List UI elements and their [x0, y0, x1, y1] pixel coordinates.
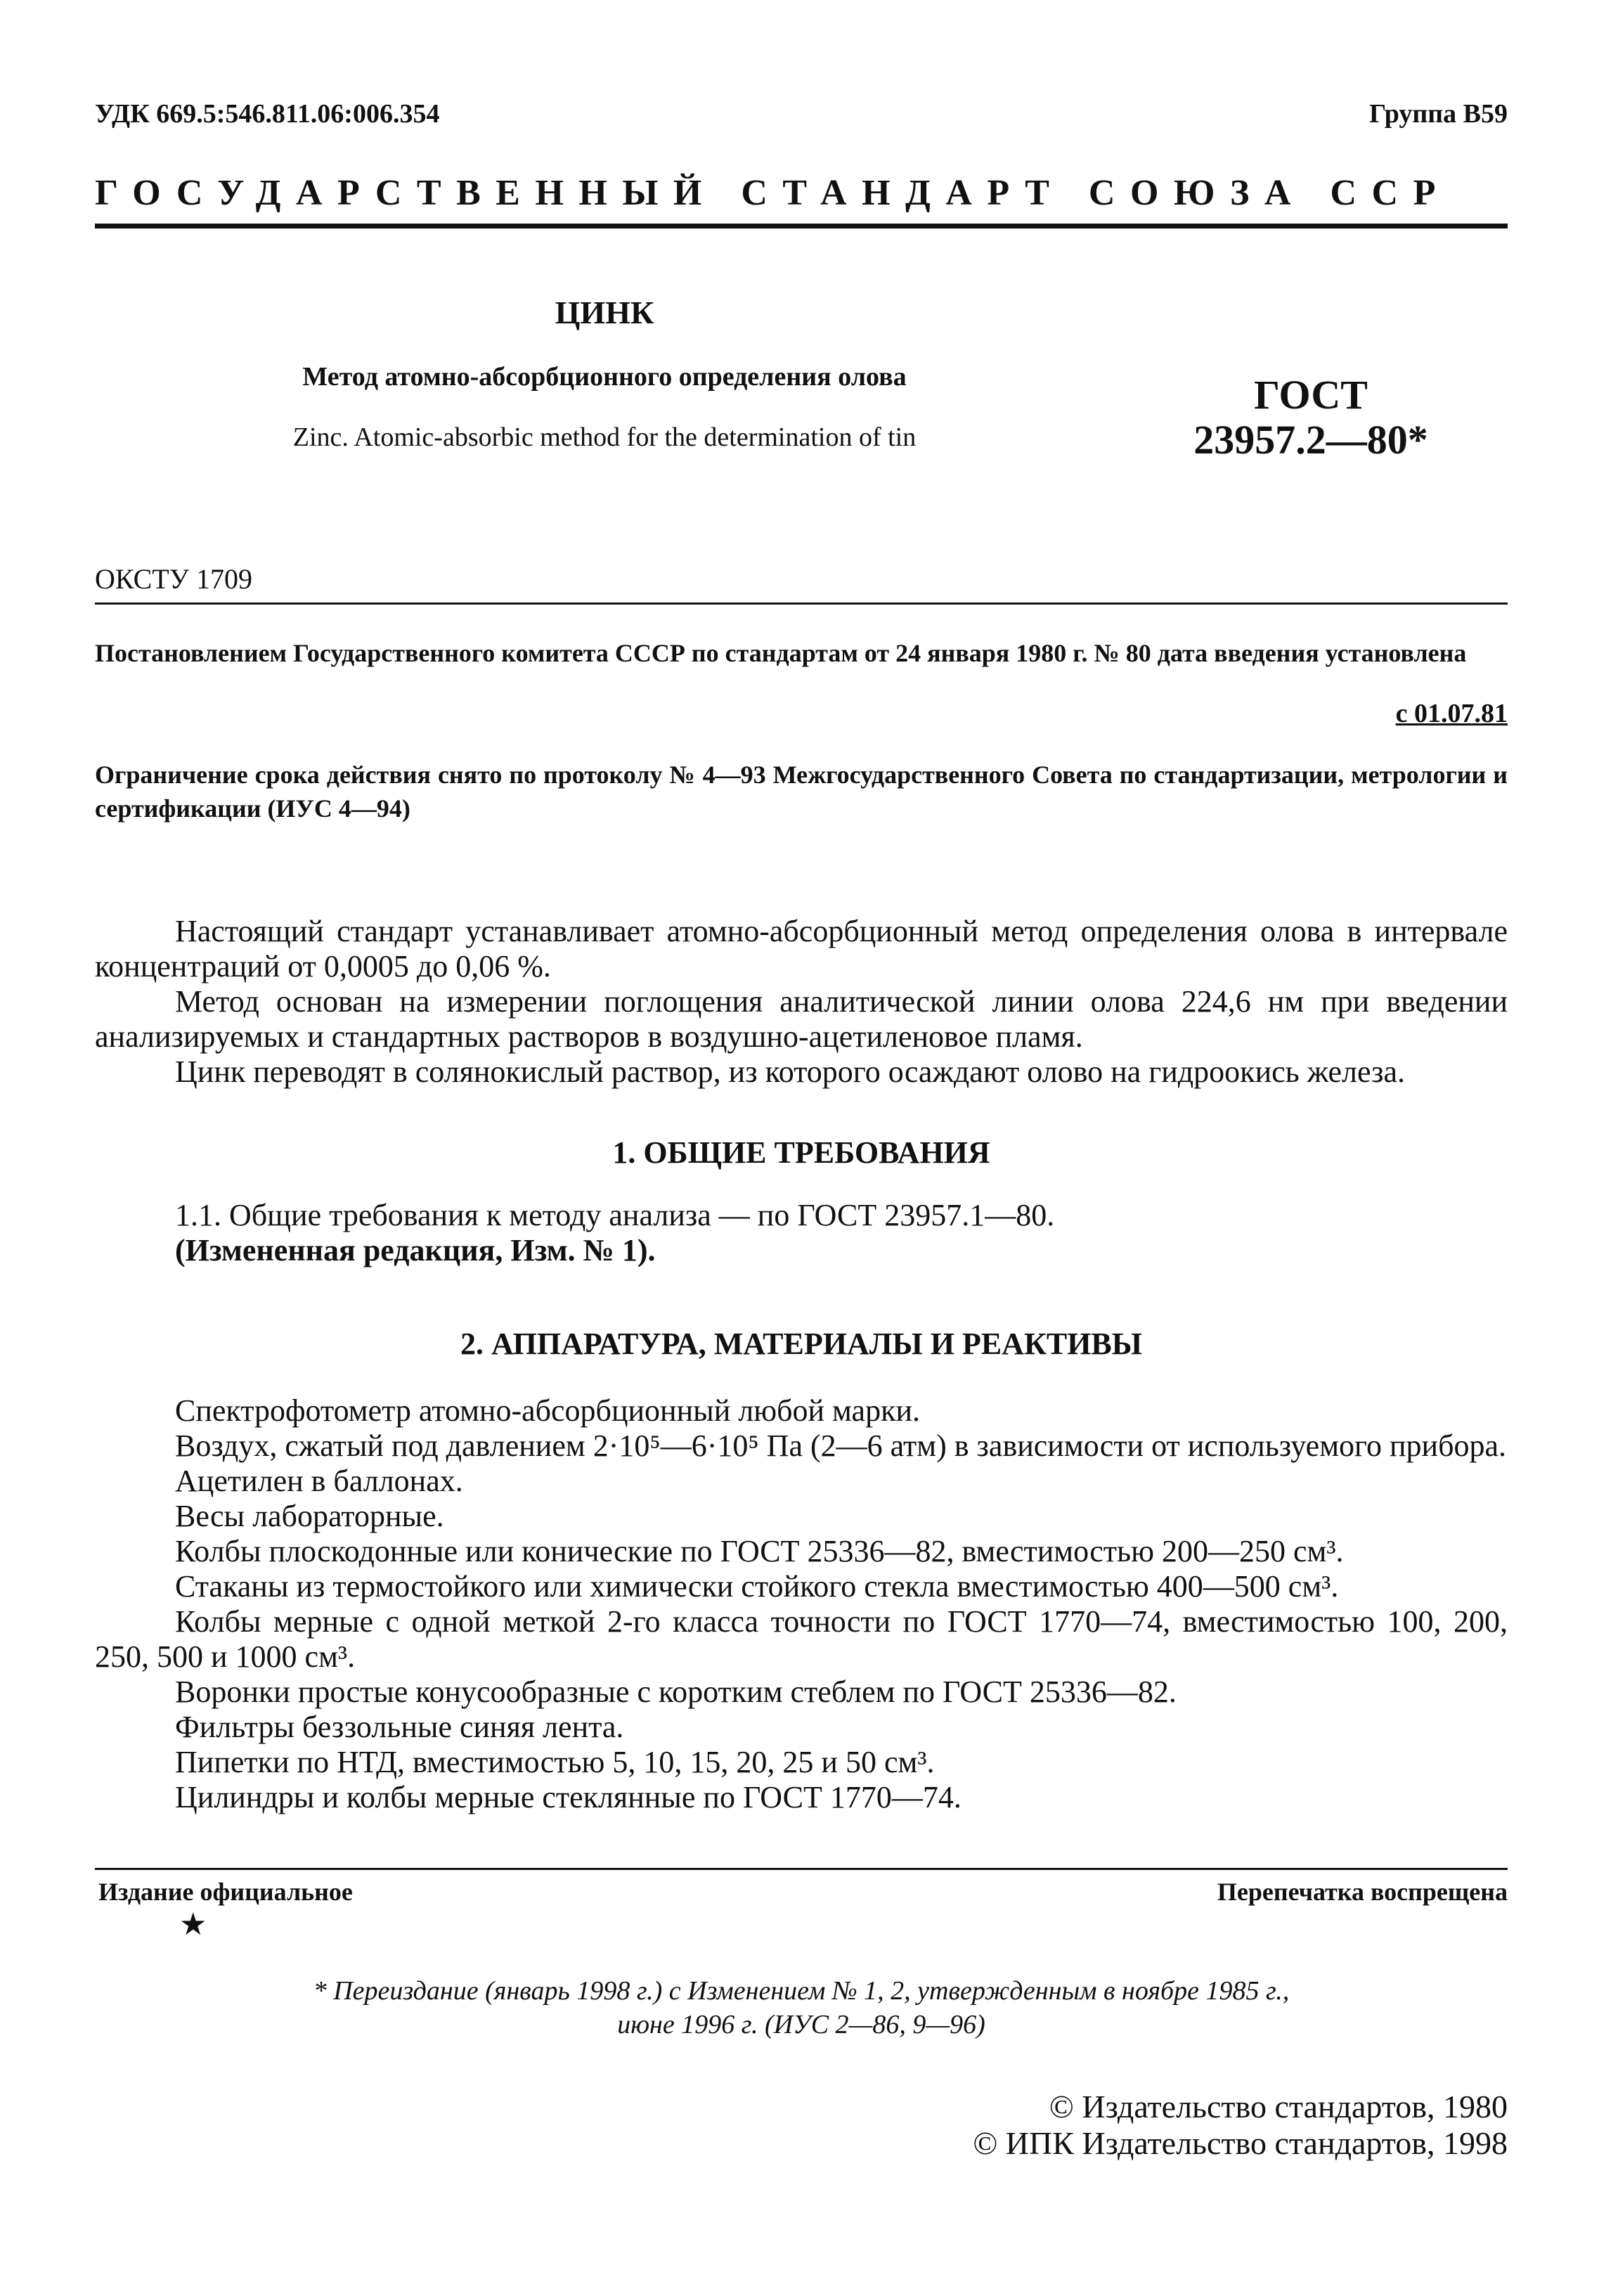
section-1-item: 1.1. Общие требования к методу анализа — по ГОСТ 23957.1—80. — [175, 1198, 1055, 1232]
okstu-code: ОКСТУ 1709 — [95, 563, 253, 595]
gost-label: ГОСТ — [1254, 372, 1368, 418]
state-standard-banner: ГОСУДАРСТВЕННЫЙ СТАНДАРТ СОЮЗА ССР — [95, 173, 1451, 213]
intro-paragraph: Настоящий стандарт устанавливает атомно-абсорбционный метод определения олова в интервале концентраций от 0,0005 до 0,06 %. — [95, 914, 1508, 983]
intro-block — [95, 914, 1508, 1090]
list-item: Стаканы из термостойкого или химически стойкого стекла вместимостью 400—500 см³. — [175, 1569, 1339, 1604]
list-item: Колбы мерные с одной меткой 2-го класса точности по ГОСТ 1770—74, вместимостью 100, 200, 250, 500 и 1000 см³. — [95, 1604, 1508, 1674]
intro-paragraph: Цинк переводят в солянокислый раствор, из которого осаждают олово на гидроокись железа. — [175, 1055, 1405, 1089]
effective-date: с 01.07.81 — [1395, 699, 1508, 728]
reprint-prohibited: Перепечатка воспрещена — [1217, 1878, 1508, 1906]
section-1-note: (Измененная редакция, Изм. № 1). — [175, 1233, 656, 1268]
list-item: Пипетки по НТД, вместимостью 5, 10, 15, 20, 25 и 50 см³. — [175, 1745, 935, 1779]
list-item: Колбы плоскодонные или конические по ГОСТ 25336—82, вместимостью 200—250 см³. — [175, 1534, 1344, 1568]
copyright-1980: © Издательство стандартов, 1980 — [1049, 2089, 1508, 2124]
udk-code: УДК 669.5:546.811.06:006.354 — [95, 99, 440, 129]
banner-rule — [95, 224, 1508, 228]
reissue-note-line-2: июне 1996 г. (ИУС 2—86, 9—96) — [617, 2010, 985, 2039]
list-item: Воронки простые конусообразные с коротким стеблем по ГОСТ 25336—82. — [175, 1675, 1177, 1709]
reissue-note-line-1: * Переиздание (январь 1998 г.) с Изменением № 1, 2, утвержденным в ноябре 1985 г., — [313, 1976, 1290, 2006]
title-english: Zinc. Atomic-absorbic method for the determination of tin — [292, 423, 917, 452]
intro-paragraph: Метод основан на измерении поглощения аналитической линии олова 224,6 нм при введении анализируемых и стандартных растворов в воздушно-ацетиленовое пламя. — [95, 984, 1508, 1054]
list-item: Спектрофотометр атомно-абсорбционный любой марки. — [175, 1393, 920, 1428]
section-2-list — [95, 1393, 1508, 1815]
group-code: Группа В59 — [1368, 99, 1508, 129]
okstu-rule — [95, 602, 1508, 605]
star-icon: ★ — [179, 1907, 207, 1942]
footer-rule — [95, 1868, 1508, 1870]
section-1-heading: 1. ОБЩИЕ ТРЕБОВАНИЯ — [612, 1135, 990, 1170]
document-title: ЦИНК — [555, 295, 654, 330]
list-item: Ацетилен в баллонах. — [175, 1464, 463, 1498]
section-2-heading: 2. АППАРАТУРА, МАТЕРИАЛЫ И РЕАКТИВЫ — [460, 1327, 1142, 1361]
limitation-text: Ограничение срока действия снято по протоколу № 4—93 Межгосударственного Совета по стандартизации, метрологии и сертификации (ИУС 4—94) — [95, 761, 1508, 823]
list-item: Фильтры беззольные синяя лента. — [175, 1710, 624, 1744]
gost-number: 23957.2—80* — [1193, 417, 1428, 463]
section-1-body — [95, 1198, 1508, 1268]
list-item: Воздух, сжатый под давлением 2·10⁵—6·10⁵ Па (2—6 атм) в зависимости от используемого прибора. — [175, 1428, 1507, 1463]
list-item: Весы лабораторные. — [175, 1499, 444, 1533]
decree-text: Постановлением Государственного комитета СССР по стандартам от 24 января 1980 г. № 80 дата введения установлена — [95, 639, 1467, 667]
official-edition: Издание официальное — [98, 1878, 353, 1906]
title-russian: Метод атомно-абсорбционного определения олова — [302, 362, 907, 392]
list-item: Цилиндры и колбы мерные стеклянные по ГОСТ 1770—74. — [175, 1780, 962, 1814]
copyright-1998: © ИПК Издательство стандартов, 1998 — [973, 2125, 1508, 2161]
